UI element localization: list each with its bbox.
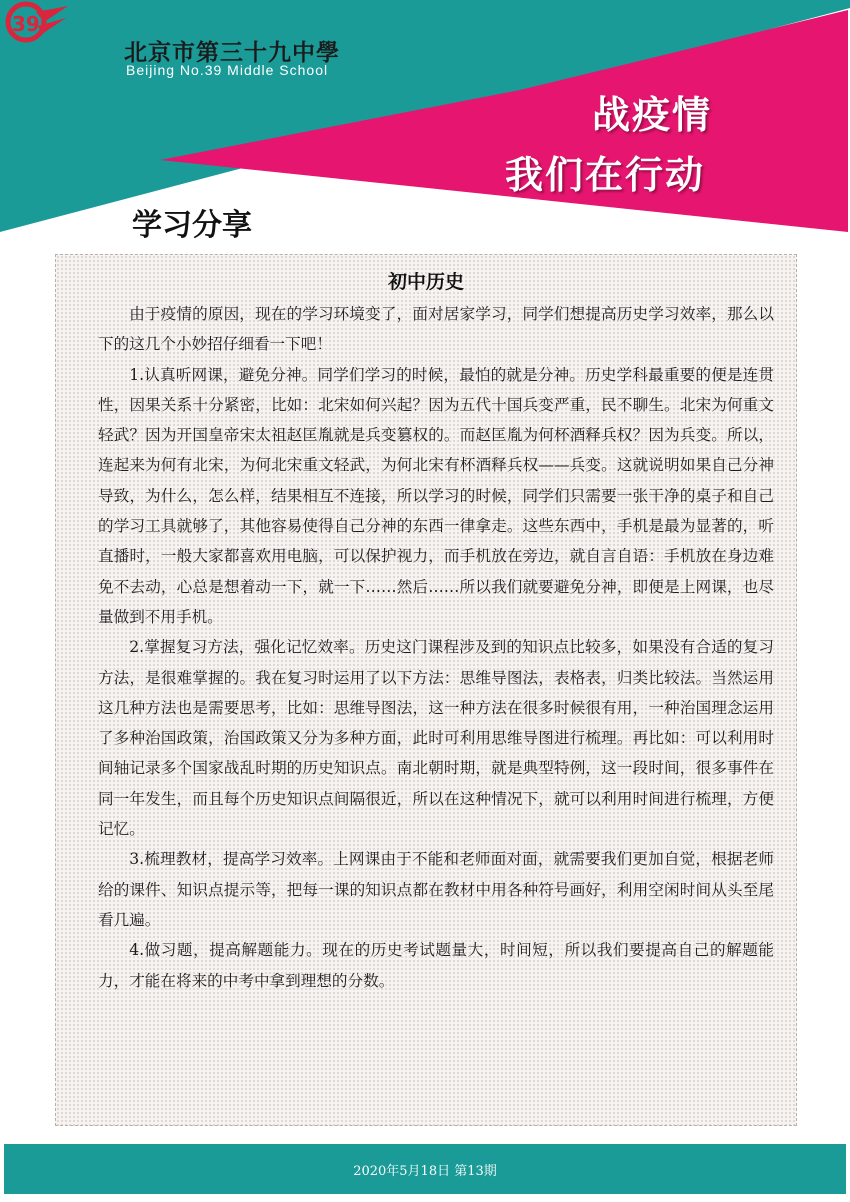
svg-text:39: 39 xyxy=(12,12,40,36)
section-title: 学习分享 xyxy=(132,208,252,243)
paragraph-2: 2.掌握复习方法，强化记忆效率。历史这门课程涉及到的知识点比较多，如果没有合适的复习方法，是很难掌握的。我在复习时运用了以下方法：思维导图法，表格表，归类比较法。当然运用这几种方法也是需要思考，比如：思维导图法，这一种方法在很多时候很有用，一种治国理念运用了多种治国政策，治国政策又分为多种方面，此时可利用思维导图进行梳理。再比如：可以利用时间轴记录多个国家战乱时期的历史知识点。南北朝时期，就是典型特例，这一段时间，很多事件在同一年发生，而且每个历史知识点间隔很近，所以在这种情况下，就可以利用时间进行梳理，方便记忆。 xyxy=(98,638,774,839)
article-title: 初中历史 xyxy=(387,271,464,293)
school-name-en: Beijing No.39 Middle School xyxy=(126,62,329,78)
paragraph-4: 4.做习题，提高解题能力。现在的历史考试题量大，时间短，所以我们要提高自己的解题能力，才能在将来的中考中拿到理想的分数。 xyxy=(98,941,774,990)
article-body xyxy=(98,299,774,996)
paragraph-intro: 由于疫情的原因，现在的学习环境变了，面对居家学习，同学们想提高历史学习效率，那么以下的这几个小妙招仔细看一下吧！ xyxy=(98,305,774,354)
paragraph-3: 3.梳理教材，提高学习效率。上网课由于不能和老师面对面，就需要我们更加自觉，根据老师给的课件、知识点提示等，把每一课的知识点都在教材中用各种符号画好，利用空闲时间从头至尾看几遍。 xyxy=(98,850,774,929)
paragraph-1: 1.认真听网课，避免分神。同学们学习的时候，最怕的就是分神。历史学科最重要的便是连贯性，因果关系十分紧密，比如：北宋如何兴起？因为五代十国兵变严重，民不聊生。北宋为何重文轻武？因为开国皇帝宋太祖赵匡胤就是兵变篡权的。而赵匡胤为何杯酒释兵权？因为兵变。所以，连起来为何有北宋，为何北宋重文轻武，为何北宋有杯酒释兵权——兵变。这就说明如果自己分神导致，为什么，怎么样，结果相互不连接，所以学习的时候，同学们只需要一张干净的桌子和自己的学习工具就够了，其他容易使得自己分神的东西一律拿走。这些东西中，手机是最为显著的，听直播时，一般大家都喜欢用电脑，可以保护视力，而手机放在旁边，就自言自语：手机放在身边难免不去动，心总是想着动一下，就一下……然后……所以我们就要避免分神，即便是上网课，也尽量做到不用手机。 xyxy=(98,365,774,626)
footer-issue: 2020年5月18日 第13期 xyxy=(353,1164,497,1179)
slogan-line-2: 我们在行动 xyxy=(505,153,706,197)
school-name-cn: 北京市第三十九中學 xyxy=(124,40,340,66)
article-box xyxy=(55,254,797,1126)
school-logo-icon xyxy=(0,0,70,48)
header-banner xyxy=(0,0,850,240)
footer-bar xyxy=(4,1144,846,1194)
slogan-line-1: 战疫情 xyxy=(592,93,713,137)
